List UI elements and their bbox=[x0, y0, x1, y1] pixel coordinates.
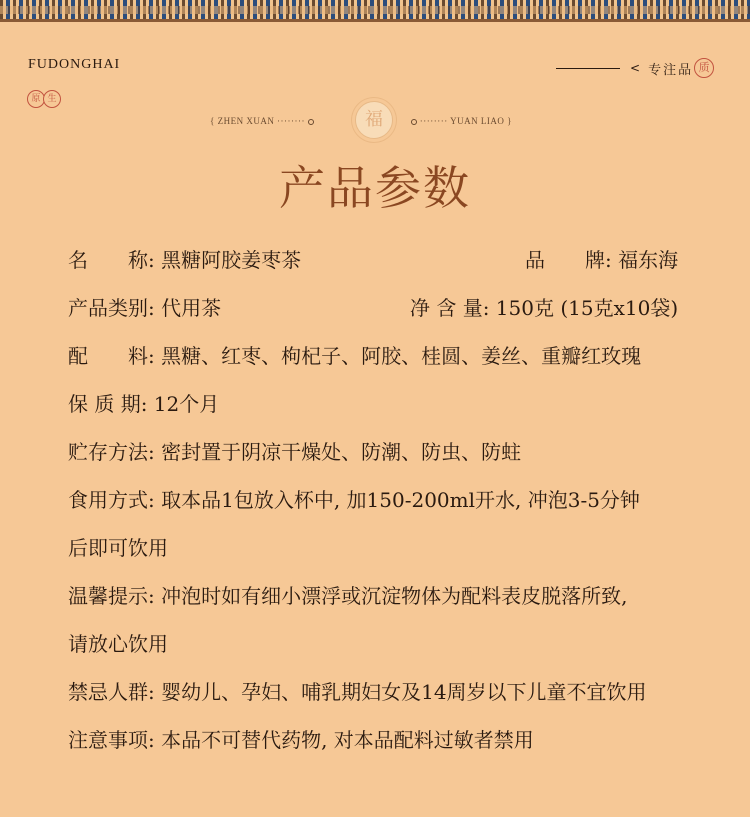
ornament-dot-icon bbox=[411, 119, 417, 125]
seal-stamps bbox=[27, 90, 59, 108]
slogan-text: 专注品 bbox=[648, 62, 694, 78]
param-category: 产品类别: 代用茶 bbox=[68, 296, 222, 320]
param-brand: 品 牌: 福东海 bbox=[525, 248, 679, 272]
param-forbidden: 禁忌人群: 婴幼儿、孕妇、哺乳期妇女及14周岁以下儿童不宜饮用 bbox=[68, 680, 647, 704]
param-name: 名 称: 黑糖阿胶姜枣茶 bbox=[68, 248, 302, 272]
param-ingredients: 配 料: 黑糖、红枣、枸杞子、阿胶、桂圆、姜丝、重瓣红玫瑰 bbox=[68, 344, 642, 368]
brand-name: FUDONGHAI bbox=[28, 57, 121, 72]
ornament-dot-icon bbox=[308, 119, 314, 125]
param-storage: 贮存方法: 密封置于阴凉干燥处、防潮、防虫、防蛀 bbox=[68, 440, 522, 464]
slogan-seal: 质 bbox=[694, 58, 714, 78]
slogan-arrow-icon: < bbox=[630, 61, 641, 75]
param-usage-line2: 后即可饮用 bbox=[68, 536, 168, 560]
ornament-right-text: ········ YUAN LIAO } bbox=[411, 116, 512, 126]
param-shelf-life: 保 质 期: 12个月 bbox=[68, 392, 220, 416]
param-tips-line1: 温馨提示: 冲泡时如有细小漂浮或沉淀物体为配料表皮脱落所致, bbox=[68, 584, 628, 608]
param-net-weight: 净 含 量: 150克 (15克x10袋) bbox=[410, 296, 679, 320]
slogan-divider-line bbox=[556, 68, 620, 69]
ornament-left-text: { ZHEN XUAN ········ bbox=[210, 116, 314, 126]
seal-stamp-2: 生 bbox=[43, 90, 61, 108]
page-title: 产品参数 bbox=[279, 161, 471, 215]
param-tips-line2: 请放心饮用 bbox=[68, 632, 168, 656]
param-notice: 注意事项: 本品不可替代药物, 对本品配料过敏者禁用 bbox=[68, 728, 534, 752]
param-usage-line1: 食用方式: 取本品1包放入杯中, 加150-200ml开水, 冲泡3-5分钟 bbox=[68, 488, 640, 512]
slogan bbox=[556, 58, 714, 78]
fu-badge-icon: 福 bbox=[355, 101, 393, 139]
decorative-top-border bbox=[0, 0, 750, 22]
seal-stamp-1: 原 bbox=[27, 90, 45, 108]
